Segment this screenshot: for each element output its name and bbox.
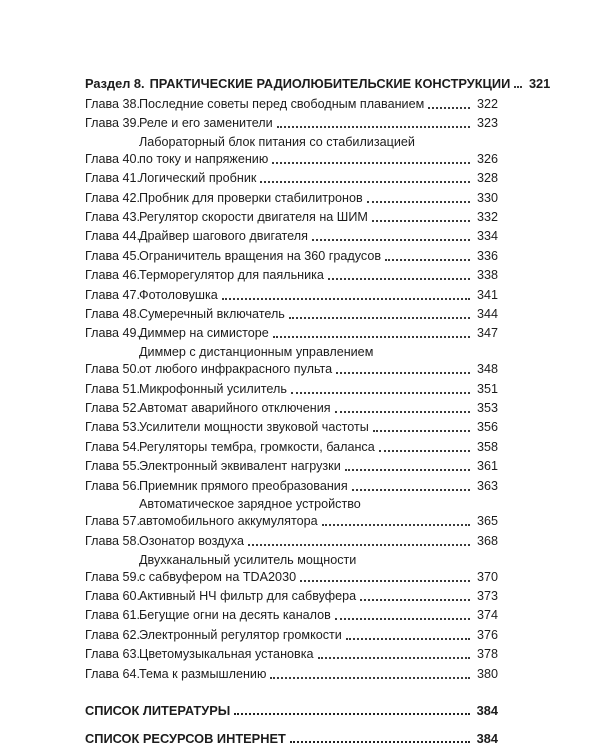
dot-leader: [318, 657, 470, 659]
toc-chapter-entry[interactable]: [85, 286, 498, 304]
dot-leader: [514, 86, 522, 88]
toc-chapter-entry[interactable]: [85, 477, 498, 495]
dot-leader: [272, 162, 470, 164]
chapter-title-line: [139, 190, 498, 207]
page-number: 332: [476, 209, 498, 224]
chapter-label: Глава 42.: [85, 190, 141, 205]
page-number: 358: [476, 439, 498, 454]
chapter-label: Глава 63.: [85, 647, 141, 662]
page-number: 374: [476, 608, 498, 623]
chapter-title-line: [139, 228, 498, 245]
dot-leader: [328, 278, 470, 280]
chapter-title: от любого инфракрасного пульта: [139, 362, 333, 377]
chapter-label: Глава 47.: [85, 287, 141, 302]
toc-chapter-entry[interactable]: [85, 189, 498, 207]
page-number: 334: [476, 229, 498, 244]
chapter-title-line: [139, 478, 498, 495]
toc-chapter-entry[interactable]: [85, 438, 498, 456]
chapter-title: Диммер на симисторе: [139, 326, 269, 341]
dot-leader: [428, 107, 470, 109]
chapter-title: Приемник прямого преобразования: [139, 478, 348, 493]
chapter-title-line: [139, 267, 498, 284]
chapter-label: Глава 58.: [85, 533, 141, 548]
chapter-title-first-line: Диммер с дистанционным управлением: [139, 345, 374, 360]
chapter-title: Терморегулятор для паяльника: [139, 268, 324, 283]
chapter-label: Глава 39.: [85, 115, 141, 130]
page-number: 373: [476, 589, 498, 604]
toc-chapter-entry[interactable]: [85, 532, 498, 550]
chapter-label: Глава 44.: [85, 229, 141, 244]
chapter-label: Глава 50.: [85, 362, 141, 377]
chapter-title-first-line: Автоматическое зарядное устройство: [139, 497, 361, 512]
chapter-title-line: [139, 439, 498, 456]
toc-chapter-entry[interactable]: [85, 95, 498, 113]
chapter-body: [139, 439, 498, 456]
chapter-label: Глава 62.: [85, 627, 141, 642]
chapter-label: Глава 59.: [85, 569, 141, 584]
page-number: 384: [476, 730, 498, 746]
chapter-title: Электронный регулятор громкости: [139, 627, 342, 642]
chapter-body: [139, 306, 498, 323]
chapter-body: [139, 419, 498, 436]
chapter-body: [139, 666, 498, 683]
chapter-title-line: [139, 381, 498, 398]
internet-resources-entry[interactable]: [85, 727, 498, 747]
dot-leader: [373, 430, 470, 432]
chapter-list: [85, 95, 498, 683]
chapter-body: [139, 248, 498, 265]
page-number: 384: [476, 702, 498, 718]
table-of-contents: [85, 72, 551, 747]
page-number: 344: [476, 306, 498, 321]
page-number: 330: [476, 190, 498, 205]
toc-chapter-entry[interactable]: [85, 247, 498, 265]
chapter-title: с сабвуфером на TDA2030: [139, 569, 297, 584]
chapter-title: Пробник для проверки стабилитронов: [139, 190, 363, 205]
toc-chapter-entry[interactable]: [85, 646, 498, 664]
chapter-label: Глава 55.: [85, 459, 141, 474]
chapter-body: [139, 588, 498, 605]
chapter-body: [139, 646, 498, 663]
chapter-title: Фотоловушка: [139, 287, 218, 302]
dot-leader: [248, 544, 470, 546]
page-number: 353: [476, 400, 498, 415]
chapter-label: Глава 49.: [85, 326, 141, 341]
internet-resources-title: СПИСОК РЕСУРСОВ ИНТЕРНЕТ: [85, 730, 286, 746]
chapter-title-line: [139, 400, 498, 417]
chapter-body: [139, 115, 498, 132]
page-number: 341: [476, 287, 498, 302]
page-number: 336: [476, 248, 498, 263]
toc-chapter-entry[interactable]: [85, 626, 498, 644]
chapter-title: Бегущие огни на десять каналов: [139, 608, 331, 623]
toc-chapter-entry[interactable]: [85, 305, 498, 323]
chapter-label: Глава 60.: [85, 589, 141, 604]
page-number: 347: [476, 326, 498, 341]
dot-leader: [291, 392, 470, 394]
chapter-title: Активный НЧ фильтр для сабвуфера: [139, 589, 357, 604]
chapter-label: Глава 43.: [85, 209, 141, 224]
page-number: 370: [476, 569, 498, 584]
dot-leader: [335, 411, 470, 413]
chapter-body: [139, 344, 498, 378]
chapter-body: [139, 400, 498, 417]
chapter-label: Глава 53.: [85, 420, 141, 435]
chapter-title-line: [139, 607, 498, 624]
page-number: 326: [476, 151, 498, 166]
dot-leader: [260, 181, 470, 183]
chapter-label: Глава 46.: [85, 268, 141, 283]
page-number: 376: [476, 627, 498, 642]
literature-entry[interactable]: [85, 699, 498, 719]
chapter-body: [139, 478, 498, 495]
chapter-label: Глава 45.: [85, 248, 141, 263]
chapter-label: Глава 61.: [85, 608, 141, 623]
toc-chapter-entry[interactable]: [85, 458, 498, 476]
chapter-title-line: [139, 151, 498, 168]
chapter-body: [139, 209, 498, 226]
dot-leader: [352, 489, 470, 491]
page-number: 356: [476, 420, 498, 435]
dot-leader: [222, 298, 470, 300]
toc-chapter-entry[interactable]: [85, 380, 498, 398]
toc-chapter-entry[interactable]: [85, 325, 498, 343]
chapter-title: Регуляторы тембра, громкости, баланса: [139, 439, 375, 454]
chapter-title: Цветомузыкальная установка: [139, 647, 314, 662]
chapter-body: [139, 228, 498, 245]
dot-leader: [273, 336, 470, 338]
dot-leader: [360, 599, 470, 601]
chapter-title-line: [139, 513, 498, 530]
toc-chapter-entry[interactable]: [85, 496, 498, 530]
chapter-title-first-line: Лабораторный блок питания со стабилизацией: [139, 134, 415, 149]
chapter-title: Реле и его заменители: [139, 115, 273, 130]
chapter-title-line: [139, 646, 498, 663]
toc-chapter-entry[interactable]: [85, 228, 498, 246]
chapter-label: Глава 38.: [85, 96, 141, 111]
toc-chapter-entry[interactable]: [85, 607, 498, 625]
chapter-label: Глава 54.: [85, 439, 141, 454]
chapter-body: [139, 190, 498, 207]
chapter-body: [139, 96, 498, 113]
dot-leader: [335, 618, 470, 620]
toc-chapter-entry[interactable]: [85, 267, 498, 285]
page-number: 365: [476, 514, 498, 529]
toc-chapter-entry[interactable]: [85, 134, 498, 168]
chapter-label: Глава 41.: [85, 171, 141, 186]
chapter-title-line: [139, 306, 498, 323]
chapter-body: [139, 627, 498, 644]
chapter-title: Микрофонный усилитель: [139, 381, 287, 396]
chapter-title-line: [139, 588, 498, 605]
chapter-body: [139, 325, 498, 342]
chapter-title: Усилители мощности звуковой частоты: [139, 420, 369, 435]
toc-chapter-entry[interactable]: [85, 114, 498, 132]
page-number: 322: [476, 96, 498, 111]
dot-leader: [312, 239, 470, 241]
toc-chapter-entry[interactable]: [85, 170, 498, 188]
chapter-label: Глава 40.: [85, 151, 141, 166]
section-heading[interactable]: [85, 72, 551, 92]
chapter-title-line: [139, 569, 498, 586]
chapter-body: [139, 458, 498, 475]
chapter-body: [139, 381, 498, 398]
chapter-title-line: [139, 115, 498, 132]
literature-title: СПИСОК ЛИТЕРАТУРЫ: [85, 702, 231, 718]
chapter-title-line: [139, 248, 498, 265]
page-number: 338: [476, 268, 498, 283]
dot-leader: [346, 638, 470, 640]
toc-chapter-entry[interactable]: [85, 344, 498, 378]
chapter-body: [139, 134, 498, 168]
chapter-title: Логический пробник: [139, 171, 257, 186]
dot-leader: [270, 677, 470, 679]
page-number: 378: [476, 647, 498, 662]
toc-chapter-entry[interactable]: [85, 552, 498, 586]
chapter-title: по току и напряжению: [139, 151, 269, 166]
chapter-title: Сумеречный включатель: [139, 306, 285, 321]
page-number: 348: [476, 362, 498, 377]
chapter-title: Последние советы перед свободным плаванием: [139, 96, 425, 111]
chapter-body: [139, 267, 498, 284]
chapter-title-line: [139, 419, 498, 436]
dot-leader: [372, 220, 470, 222]
chapter-title: Регулятор скорости двигателя на ШИМ: [139, 209, 368, 224]
dot-leader: [345, 469, 470, 471]
chapter-title: Озонатор воздуха: [139, 533, 244, 548]
toc-chapter-entry[interactable]: [85, 208, 498, 226]
chapter-title: Драйвер шагового двигателя: [139, 229, 308, 244]
chapter-title-line: [139, 170, 498, 187]
section-label: Раздел 8.: [85, 76, 145, 91]
chapter-title-line: [139, 96, 498, 113]
chapter-title-line: [139, 325, 498, 342]
chapter-label: Глава 64.: [85, 666, 141, 681]
chapter-title: Электронный эквивалент нагрузки: [139, 459, 341, 474]
dot-leader: [379, 450, 470, 452]
chapter-label: Глава 51.: [85, 381, 141, 396]
chapter-body: [139, 533, 498, 550]
chapter-label: Глава 48.: [85, 306, 141, 321]
chapter-title-line: [139, 361, 498, 378]
chapter-body: [139, 170, 498, 187]
page-number: 380: [476, 666, 498, 681]
dot-leader: [234, 713, 470, 715]
chapter-label: Глава 52.: [85, 400, 141, 415]
page-number: 323: [476, 115, 498, 130]
chapter-body: [139, 287, 498, 304]
dot-leader: [322, 524, 470, 526]
toc-chapter-entry[interactable]: [85, 665, 498, 683]
dot-leader: [300, 580, 470, 582]
dot-leader: [289, 317, 470, 319]
chapter-body: [139, 607, 498, 624]
page-number: 351: [476, 381, 498, 396]
chapter-title-line: [139, 209, 498, 226]
toc-chapter-entry[interactable]: [85, 588, 498, 606]
dot-leader: [336, 372, 470, 374]
chapter-title: Автомат аварийного отключения: [139, 400, 331, 415]
chapter-title: Тема к размышлению: [139, 666, 267, 681]
chapter-title-line: [139, 666, 498, 683]
dot-leader: [385, 259, 470, 261]
chapter-title-first-line: Двухканальный усилитель мощности: [139, 552, 357, 567]
chapter-title-line: [139, 627, 498, 644]
chapter-body: [139, 496, 498, 530]
dot-leader: [277, 126, 470, 128]
page-number: 328: [476, 171, 498, 186]
chapter-title: автомобильного аккумулятора: [139, 514, 318, 529]
chapter-label: Глава 56.: [85, 478, 141, 493]
chapter-title-line: [139, 287, 498, 304]
chapter-label: Глава 57.: [85, 514, 141, 529]
page-number: 361: [476, 459, 498, 474]
dot-leader: [290, 741, 470, 743]
page-number: 321: [528, 76, 551, 91]
chapter-title: Ограничитель вращения на 360 градусов: [139, 248, 382, 263]
section-title: ПРАКТИЧЕСКИЕ РАДИОЛЮБИТЕЛЬСКИЕ КОНСТРУКЦИИ: [149, 76, 511, 91]
page-number: 363: [476, 478, 498, 493]
chapter-body: [139, 552, 498, 586]
chapter-title-line: [139, 533, 498, 550]
toc-chapter-entry[interactable]: [85, 419, 498, 437]
page-number: 368: [476, 533, 498, 548]
toc-chapter-entry[interactable]: [85, 399, 498, 417]
chapter-title-line: [139, 458, 498, 475]
dot-leader: [367, 201, 470, 203]
